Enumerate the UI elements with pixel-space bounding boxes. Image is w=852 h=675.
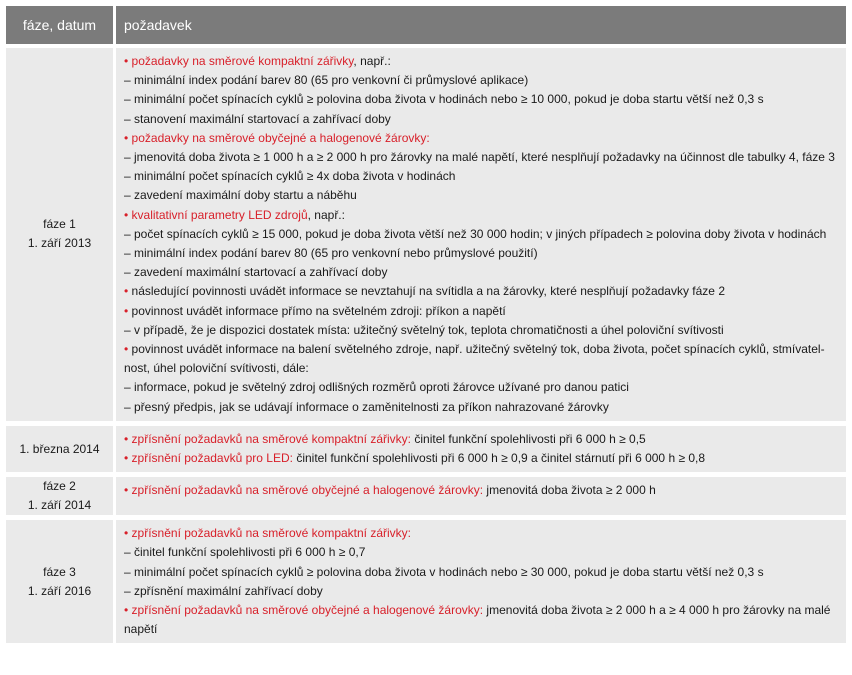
requirement-text: – minimální index podání barev 80 (65 pro venkovní či průmyslové aplikace) bbox=[124, 73, 529, 88]
highlighted-requirement: zpřísnění požadavků na směrové obyčejné a halogenové žárovky: bbox=[131, 603, 484, 618]
requirement-line bbox=[124, 129, 840, 148]
requirement-line bbox=[124, 359, 840, 378]
bullet-icon: • bbox=[124, 526, 129, 541]
highlighted-requirement: zpřísnění požadavků na směrové kompaktní zářivky: bbox=[131, 431, 412, 446]
requirement-text: – přesný předpis, jak se udávají informace o zaměnitelnosti za příkon nahrazované žárovky bbox=[124, 399, 609, 414]
requirement-line bbox=[124, 449, 840, 468]
requirement-cell bbox=[113, 477, 846, 515]
highlighted-requirement: kvalitativní parametry LED zdrojů bbox=[131, 207, 308, 222]
bullet-icon: • bbox=[124, 603, 129, 618]
requirement-text: , např.: bbox=[307, 207, 345, 222]
phase-label: 1. března 2014 bbox=[19, 441, 100, 456]
requirement-text: – minimální počet spínacích cyklů ≥ polovina doba života v hodinách nebo ≥ 30 000, pokud je doba startu větší než 0,3 s bbox=[124, 564, 764, 579]
header-requirement: požadavek bbox=[113, 6, 846, 44]
bullet-icon: • bbox=[124, 342, 129, 357]
requirement-line bbox=[124, 563, 840, 582]
table-header bbox=[6, 6, 846, 44]
phase-label: fáze 2 bbox=[43, 479, 76, 494]
requirement-line bbox=[124, 524, 840, 543]
date-label: 1. září 2016 bbox=[27, 583, 92, 598]
table-row bbox=[6, 477, 846, 515]
highlighted-requirement: požadavky na směrové obyčejné a halogenové žárovky: bbox=[131, 130, 430, 145]
requirements-table bbox=[6, 6, 846, 648]
bullet-icon: • bbox=[124, 54, 129, 68]
date-label: 1. září 2013 bbox=[27, 236, 92, 251]
table-row bbox=[6, 520, 846, 643]
requirement-text: následující povinnosti uvádět informace se nevztahují na svítidla a na žárovky, které nesplňují požadavky fáze 2 bbox=[128, 284, 725, 299]
requirement-text: – činitel funkční spolehlivosti při 6 000 h ≥ 0,7 bbox=[124, 545, 366, 560]
requirement-line bbox=[124, 398, 840, 417]
requirement-line bbox=[124, 282, 840, 301]
requirement-text: povinnost uvádět informace přímo na světelném zdroji: příkon a napětí bbox=[128, 303, 506, 318]
bullet-icon: • bbox=[124, 483, 129, 498]
header-phase-date: fáze, datum bbox=[22, 17, 97, 33]
bullet-icon: • bbox=[124, 130, 129, 145]
requirement-text: – minimální počet spínacích cyklů ≥ 4x doba života v hodinách bbox=[124, 169, 456, 184]
highlighted-requirement: zpřísnění požadavků na směrové obyčejné a halogenové žárovky: bbox=[131, 483, 484, 498]
requirement-text: – zpřísnění maximální zahřívací doby bbox=[124, 583, 323, 598]
bullet-icon: • bbox=[124, 303, 129, 318]
requirement-line bbox=[124, 225, 840, 244]
requirement-line bbox=[124, 263, 840, 282]
requirement-line bbox=[124, 582, 840, 601]
requirement-text: – zavedení maximální doby startu a náběhu bbox=[124, 188, 357, 203]
table-row bbox=[6, 426, 846, 472]
requirement-cell bbox=[113, 520, 846, 643]
requirement-line bbox=[124, 430, 840, 449]
requirement-line bbox=[124, 148, 840, 167]
requirement-text: jmenovitá doba života ≥ 2 000 h a ≥ 4 000 h pro žárovky na malé napětí bbox=[124, 603, 831, 637]
highlighted-requirement: zpřísnění požadavků pro LED: bbox=[131, 451, 293, 466]
phase-label: fáze 3 bbox=[43, 564, 76, 579]
requirement-text: jmenovitá doba života ≥ 2 000 h bbox=[483, 483, 656, 498]
requirement-line bbox=[124, 186, 840, 205]
table-row bbox=[6, 48, 846, 421]
requirement-line bbox=[124, 71, 840, 90]
requirement-line bbox=[124, 481, 840, 500]
requirement-text: – informace, pokud je světelný zdroj odlišných rozměrů oproti žárovce užívané pro danou patici bbox=[124, 380, 629, 395]
requirement-line bbox=[124, 378, 840, 397]
phase-label: fáze 1 bbox=[43, 217, 76, 232]
bullet-icon: • bbox=[124, 207, 129, 222]
requirement-text: – minimální index podání barev 80 (65 pro venkovní nebo průmyslové použití) bbox=[124, 246, 538, 261]
requirement-text: – zavedení maximální startovací a zahřívací doby bbox=[124, 265, 388, 280]
requirement-text: – jmenovitá doba života ≥ 1 000 h a ≥ 2 000 h pro žárovky na malé napětí, které nesplňují požadavky na účinnost dle tabulky 4, fáze 3 bbox=[124, 150, 835, 165]
requirement-text: povinnost uvádět informace na balení světelného zdroje, např. užitečný světelný tok, doba života, počet spínacích cyklů, stmívatel- bbox=[128, 342, 825, 357]
requirement-line bbox=[124, 321, 840, 340]
date-label: 1. září 2014 bbox=[27, 498, 92, 513]
requirement-line bbox=[124, 340, 840, 359]
requirement-line bbox=[124, 543, 840, 562]
requirement-text: nost, úhel poloviční svítivosti, dále: bbox=[124, 361, 309, 376]
requirement-text: – počet spínacích cyklů ≥ 15 000, pokud je doba života větší než 30 000 hodin; v jiných případech ≥ polovina doby života v hodinách bbox=[124, 226, 827, 241]
phase-date-cell bbox=[6, 48, 113, 421]
requirement-cell bbox=[113, 426, 846, 472]
phase-date-cell bbox=[6, 477, 113, 515]
requirement-line bbox=[124, 90, 840, 109]
requirement-line bbox=[124, 302, 840, 321]
bullet-icon: • bbox=[124, 284, 129, 299]
requirement-line bbox=[124, 244, 840, 263]
highlighted-requirement: požadavky na směrové kompaktní zářivky bbox=[131, 54, 354, 68]
requirement-line bbox=[124, 167, 840, 186]
requirement-line bbox=[124, 52, 840, 71]
requirement-text: činitel funkční spolehlivosti při 6 000 h ≥ 0,5 bbox=[411, 431, 646, 446]
table-body bbox=[6, 48, 846, 643]
requirement-text: – v případě, že je dispozici dostatek místa: užitečný světelný tok, teplota chromatičnosti a úhel poloviční svítivosti bbox=[124, 322, 724, 337]
phase-date-cell bbox=[6, 520, 113, 643]
bullet-icon: • bbox=[124, 431, 129, 446]
requirement-text: – stanovení maximální startovací a zahřívací doby bbox=[124, 111, 391, 126]
requirement-text: – minimální počet spínacích cyklů ≥ polovina doba života v hodinách nebo ≥ 10 000, pokud je doba startu větší než 0,3 s bbox=[124, 92, 764, 107]
requirement-cell bbox=[113, 48, 846, 421]
requirement-line bbox=[124, 110, 840, 129]
requirement-text: činitel funkční spolehlivosti při 6 000 h ≥ 0,9 a činitel stárnutí při 6 000 h ≥ 0,8 bbox=[292, 451, 706, 466]
requirement-line bbox=[124, 601, 840, 639]
bullet-icon: • bbox=[124, 451, 129, 466]
requirement-text: , např.: bbox=[353, 54, 391, 68]
phase-date-cell bbox=[6, 426, 113, 472]
requirement-line bbox=[124, 206, 840, 225]
highlighted-requirement: zpřísnění požadavků na směrové kompaktní zářivky: bbox=[131, 526, 412, 541]
